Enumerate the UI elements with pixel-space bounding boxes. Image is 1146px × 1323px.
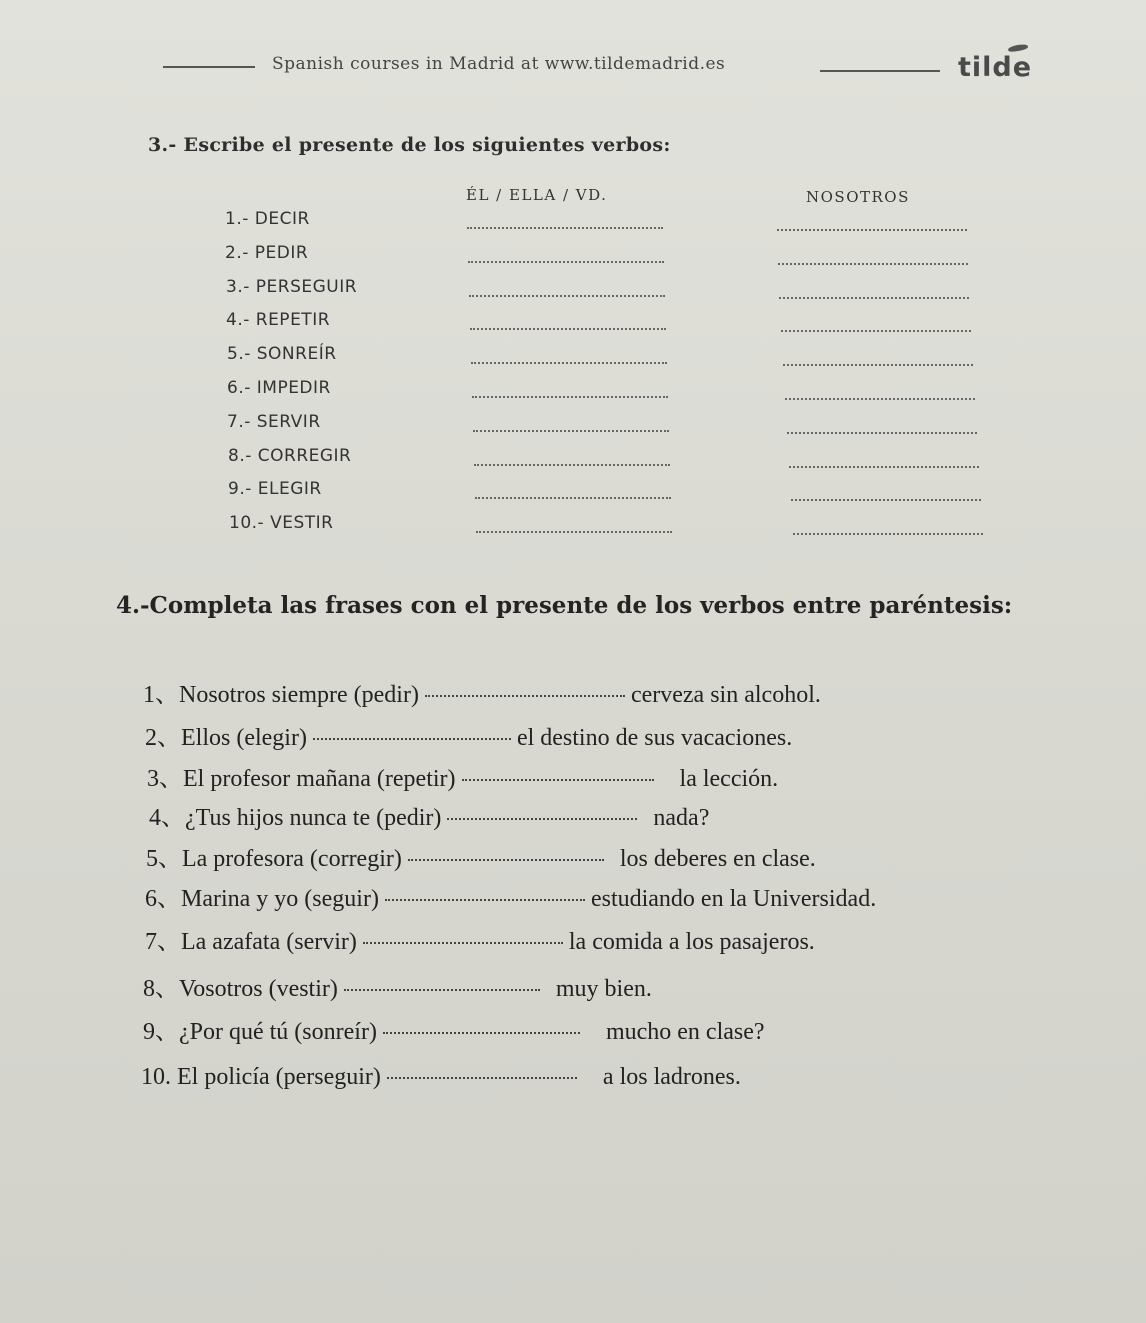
exercise4-title: 4.-Completa las frases con el presente de los verbos entre paréntesis: [116, 592, 1013, 619]
blank-nosotros[interactable] [785, 398, 975, 400]
blank-nosotros[interactable] [781, 330, 971, 332]
sentence-start: 8、Vosotros (vestir) [143, 976, 338, 1002]
sentence-end: cerveza sin alcohol. [630, 682, 821, 708]
sentence-start: 4、¿Tus hijos nunca te (pedir) [149, 805, 442, 831]
answer-blank[interactable] [425, 695, 625, 697]
verb-label: 10.- VESTIR [229, 513, 334, 534]
sentence-start: 2、Ellos (elegir) [145, 725, 307, 751]
blank-el-ella-vd[interactable] [474, 464, 670, 466]
blank-el-ella-vd[interactable] [468, 261, 664, 263]
sentence-end: los deberes en clase. [619, 846, 816, 872]
sentence-start: 10. El policía (perseguir) [141, 1064, 381, 1090]
sentence-row [143, 1011, 765, 1046]
sentence-end: mucho en clase? [605, 1019, 765, 1045]
sentence-end: la lección. [679, 766, 779, 792]
tilde-logo: tilde [958, 52, 1033, 83]
answer-blank[interactable] [385, 899, 585, 901]
verb-label: 1.- DECIR [225, 209, 310, 229]
header-rule-left [163, 66, 255, 68]
verb-label: 9.- ELEGIR [228, 479, 322, 500]
header-text: Spanish courses in Madrid at www.tildemadrid.es [272, 54, 726, 74]
verb-label: 7.- SERVIR [227, 411, 321, 432]
blank-el-ella-vd[interactable] [470, 328, 666, 330]
column-header-el: ÉL / ELLA / VD. [466, 186, 608, 204]
sentence-row [145, 717, 792, 752]
sentence-start: 5、La profesora (corregir) [146, 846, 402, 872]
blank-el-ella-vd[interactable] [471, 362, 667, 364]
sentence-end: a los ladrones. [602, 1064, 741, 1090]
sentence-row [145, 878, 876, 913]
blank-nosotros[interactable] [787, 432, 977, 434]
verb-label: 2.- PEDIR [225, 242, 309, 263]
blank-el-ella-vd[interactable] [473, 430, 669, 432]
blank-el-ella-vd[interactable] [472, 396, 668, 398]
sentence-row [143, 674, 821, 709]
blank-nosotros[interactable] [777, 229, 967, 231]
sentence-start: 1、Nosotros siempre (pedir) [143, 682, 419, 708]
answer-blank[interactable] [363, 942, 563, 944]
column-header-nosotros: NOSOTROS [806, 188, 910, 206]
answer-blank[interactable] [383, 1032, 580, 1034]
sentence-end: muy bien. [555, 976, 652, 1002]
verb-label: 3.- PERSEGUIR [226, 276, 358, 297]
sentence-start: 6、Marina y yo (seguir) [145, 886, 379, 912]
verb-label: 6.- IMPEDIR [227, 378, 331, 398]
blank-el-ella-vd[interactable] [467, 227, 663, 229]
sentence-row [149, 797, 709, 832]
verb-label: 4.- REPETIR [226, 310, 331, 331]
sentence-row [141, 1064, 741, 1091]
verb-label: 5.- SONREÍR [227, 344, 337, 365]
blank-el-ella-vd[interactable] [475, 497, 671, 499]
blank-nosotros[interactable] [793, 533, 983, 535]
blank-nosotros[interactable] [791, 499, 981, 501]
answer-blank[interactable] [344, 989, 540, 991]
verb-label: 8.- CORREGIR [228, 445, 352, 466]
answer-blank[interactable] [387, 1077, 577, 1079]
header-rule-right [820, 70, 940, 72]
sentence-end: estudiando en la Universidad. [590, 886, 877, 912]
sentence-end: nada? [653, 805, 710, 831]
sentence-start: 7、La azafata (servir) [145, 929, 357, 955]
blank-nosotros[interactable] [789, 466, 979, 468]
blank-el-ella-vd[interactable] [476, 531, 672, 533]
sentence-end: la comida a los pasajeros. [568, 929, 815, 955]
blank-el-ella-vd[interactable] [469, 295, 665, 297]
sentence-start: 3、El profesor mañana (repetir) [147, 766, 456, 792]
answer-blank[interactable] [462, 779, 654, 781]
answer-blank[interactable] [313, 738, 511, 740]
exercise3-title: 3.- Escribe el presente de los siguientes verbos: [148, 134, 671, 156]
sentence-row [145, 921, 815, 956]
sentence-row [143, 968, 652, 1003]
sentence-row [147, 758, 778, 793]
blank-nosotros[interactable] [783, 364, 973, 366]
sentence-end: el destino de sus vacaciones. [516, 725, 793, 751]
blank-nosotros[interactable] [779, 297, 969, 299]
sentence-row [146, 838, 816, 873]
answer-blank[interactable] [408, 859, 604, 861]
answer-blank[interactable] [447, 818, 637, 820]
sentence-start: 9、¿Por qué tú (sonreír) [143, 1019, 377, 1045]
blank-nosotros[interactable] [778, 263, 968, 265]
